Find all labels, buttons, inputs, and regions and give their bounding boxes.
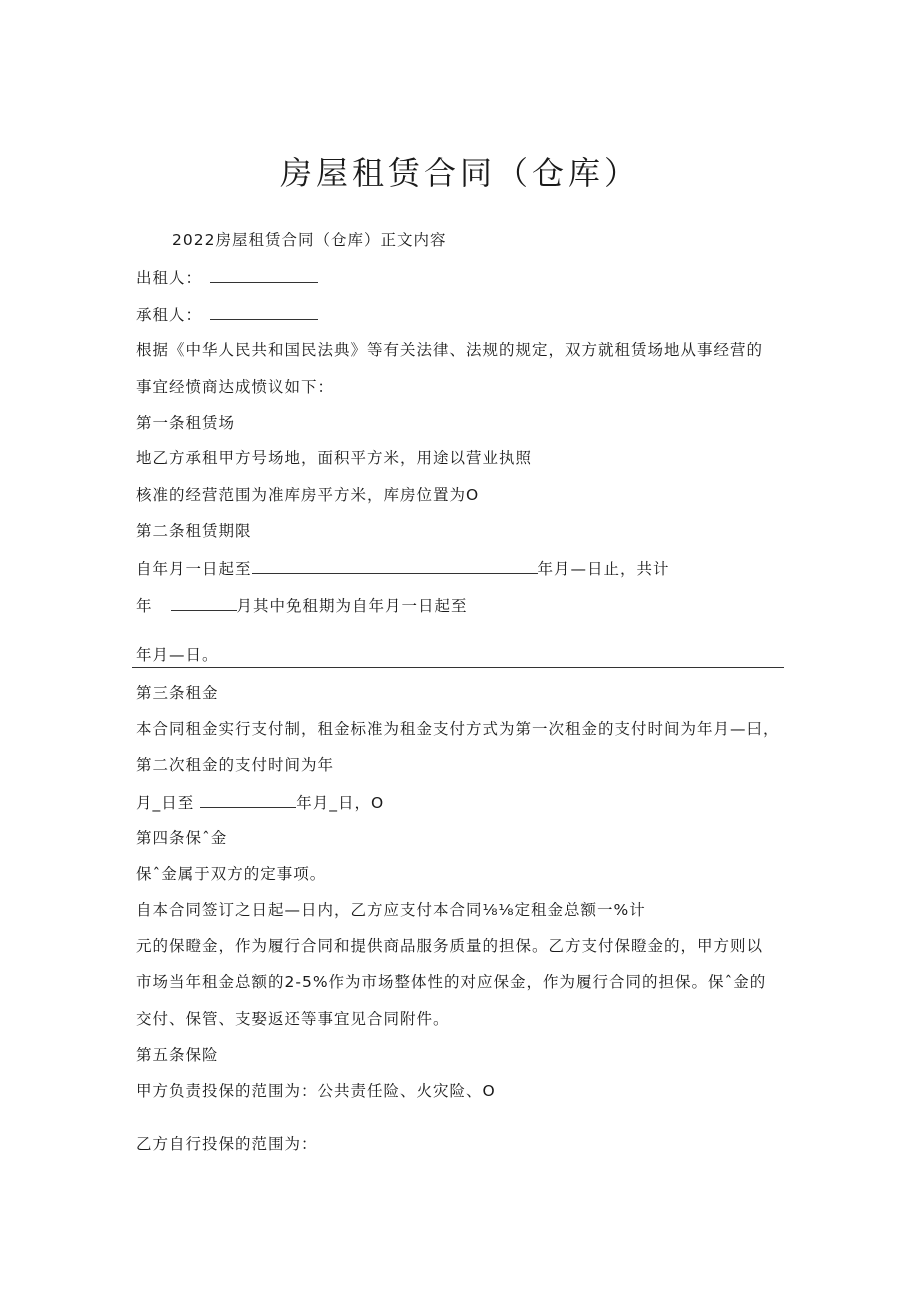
payment-blank <box>200 791 296 808</box>
intro-line-2: 事宜经愤商达成愤议如下： <box>136 378 335 396</box>
article-5-heading: 第五条保险 <box>136 1046 219 1064</box>
article-3-line-1: 本合同租金实行支付制，租金标准为租金支付方式为第一次租金的支付时间为年月—曰， <box>136 720 780 738</box>
term-blank <box>252 557 538 574</box>
rent-free-text: 月其中免租期为自年月一日起至 <box>236 597 468 615</box>
intro-line-1: 根据《中华人民共和国民法典》等有关法律、法规的规定，双方就租赁场地从事经营的 <box>136 341 764 359</box>
divider-rule <box>132 667 784 668</box>
years-blank <box>171 594 237 611</box>
article-5-line-1: 甲方负责投保的范围为：公共责任险、火灾险、O <box>136 1082 496 1100</box>
term-start-text: 自年月一日起至 <box>136 560 252 578</box>
article-4-heading: 第四条保ˆ金 <box>136 829 228 847</box>
lessor-line <box>136 266 318 288</box>
article-2-heading: 第二条租赁期限 <box>136 522 252 540</box>
article-1-line-2: 核准的经营范围为准库房平方米，库房位置为O <box>136 486 480 504</box>
lessee-label: 承租人： <box>136 306 203 324</box>
article-3-line-2: 第二次租金的支付时间为年 <box>136 756 335 774</box>
article-4-line-1: 保ˆ金属于双方的定事项。 <box>136 865 327 883</box>
years-label: 年 <box>136 597 153 615</box>
lessor-blank <box>210 266 318 283</box>
lessor-label: 出租人： <box>136 269 203 287</box>
article-5-line-2: 乙方自行投保的范围为： <box>136 1135 318 1153</box>
article-1-line-1: 地乙方承租甲方号场地，面积平方米，用途以营业执照 <box>136 449 533 467</box>
article-2-line-3: 年月—日。 <box>136 646 219 664</box>
document-subtitle: 2022房屋租赁合同（仓库）正文内容 <box>172 231 447 249</box>
lessee-blank <box>210 303 318 320</box>
lessee-line <box>136 303 318 325</box>
article-3-line-3 <box>136 791 384 813</box>
article-4-line-5: 交付、保管、支娶返还等事宜见合同附件。 <box>136 1010 450 1028</box>
article-2-line-2 <box>136 594 468 616</box>
article-4-line-2: 自本合同签订之日起—日内，乙方应支付本合同⅛⅛定租金总额一%计 <box>136 901 646 919</box>
term-end-text: 年月—日止，共计 <box>537 560 670 578</box>
payment-start-text: 月_日至 <box>136 794 195 812</box>
payment-end-text: 年月_日，O <box>296 794 385 812</box>
article-3-heading: 第三条租金 <box>136 684 219 702</box>
article-1-heading: 第一条租赁场 <box>136 414 236 432</box>
article-4-line-4: 市场当年租金总额的2-5%作为市场整体性的对应保金，作为履行合同的担保。保ˆ金的 <box>136 973 767 991</box>
document-title: 房屋租赁合同（仓库） <box>279 154 640 192</box>
article-4-line-3: 元的保瞪金，作为履行合同和提供商品服务质量的担保。乙方支付保瞪金的，甲方则以 <box>136 937 764 955</box>
article-2-line-1 <box>136 557 670 579</box>
